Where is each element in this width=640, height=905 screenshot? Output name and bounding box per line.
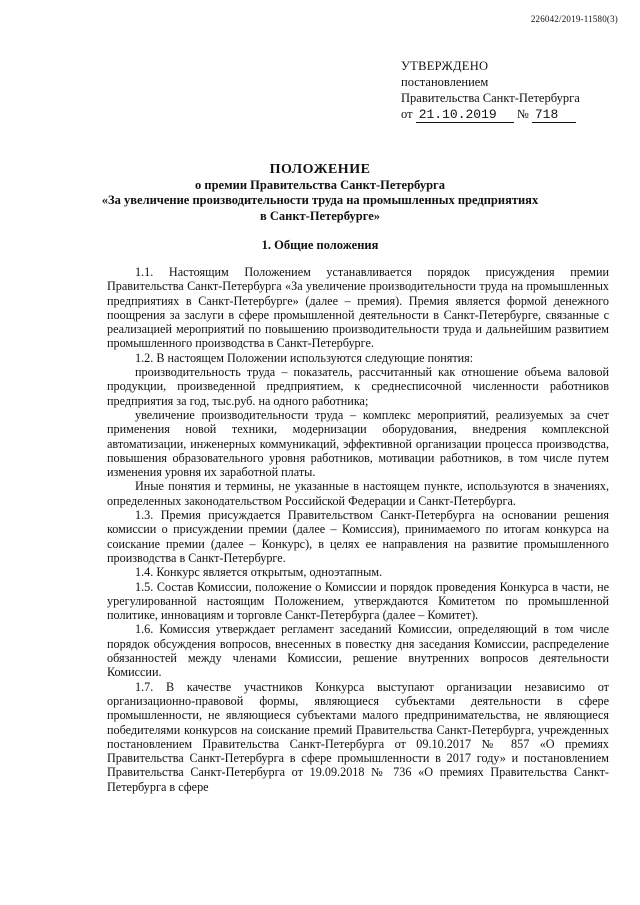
paragraph: производительность труда – показатель, рассчитанный как отношение объема валовой продукции, произведенной предприятием, к среднесписочной численности работников предприятия за год, тыс.руб. на одного работника; [107, 365, 609, 408]
paragraph: увеличение производительности труда – комплекс мероприятий, реализуемых за счет применения новой техники, модернизации оборудования, внедрения комплексной автоматизации, инженерных коммуникаций, эффективной организации процесса производства, повышения образовательного уровня работников, мотивации работников, в том числе путем изменения уровня их заработной платы. [107, 407, 609, 480]
approval-date-line [401, 106, 631, 123]
approval-number: 718 [532, 108, 576, 123]
title-line-2: «За увеличение производительности труда на промышленных предприятиях [101, 193, 539, 207]
title-line-3: в Санкт-Петербурге» [259, 208, 381, 223]
paragraph: 1.2. В настоящем Положении используются следующие понятия: [135, 350, 474, 365]
document-body [107, 265, 609, 794]
approval-block [401, 58, 631, 123]
approval-line-2: Правительства Санкт-Петербурга [401, 91, 580, 105]
approval-date: 21.10.2019 [416, 108, 514, 123]
section-heading: 1. Общие положения [261, 238, 379, 252]
paragraph: 1.4. Конкурс является открытым, одноэтапным. [135, 565, 383, 580]
paragraph: 1.6. Комиссия утверждает регламент заседаний Комиссии, определяющий в том числе порядок обсуждения вопросов, внесенных в повестку дня заседания Комиссии, распределение обязанностей между членами Комиссии, решение внутренних вопросов деятельности Комиссии. [107, 622, 609, 680]
paragraph: 1.5. Состав Комиссии, положение о Комиссии и порядок проведения Конкурса в части, не урегулированной настоящим Положением, утверждаются Комитетом по промышленной политике, инновациям и торговле Санкт-Петербурга (далее – Комитет). [107, 579, 609, 623]
paragraph: 1.1. Настоящим Положением устанавливается порядок присуждения премии Правительства Санкт-Петербурга «За увеличение производительности труда на промышленных предприятиях в Санкт-Петербурге» (далее – премия). Премия является формой денежного поощрения за заслуги в сфере промышленной деятельности в Санкт-Петербурге, связанные с реализацией мероприятий по повышению производительности труда и дальнейшим развитием промышленного производства в Санкт-Петербурге. [107, 265, 609, 351]
paragraph: Иные понятия и термины, не указанные в настоящем пункте, используются в значениях, определенных законодательством Российской Федерации и Санкт-Петербурга. [107, 479, 609, 508]
document-number: 226042/2019-11580(3) [530, 14, 618, 24]
approval-line-1: постановлением [401, 75, 489, 89]
date-prefix: от [401, 107, 413, 121]
approval-heading: УТВЕРЖДЕНО [401, 59, 489, 73]
number-prefix: № [516, 107, 529, 121]
paragraph: 1.3. Премия присуждается Правительством Санкт-Петербурга на основании решения комиссии о присуждении премии (далее – Комиссия), принимаемого по итогам конкурса на соискание премии (далее – Конкурс), в целях ее направления на развитие промышленного производства в Санкт-Петербурге. [107, 508, 609, 565]
paragraph: 1.7. В качестве участников Конкурса выступают организации независимо от организационно-правовой формы, являющиеся субъектами деятельности в сфере промышленности, не являющиеся субъектами малого предпринимательства, не являющиеся победителями конкурсов на соискание премий Правительства Санкт-Петербурга, учрежденных постановлением Правительства Санкт-Петербурга от 09.10.2017 № 857 «О премиях Правительства Санкт-Петербурга в сфере промышленности в 2017 году» и постановлением Правительства Санкт-Петербурга от 19.09.2018 № 736 «О премиях Правительства Санкт-Петербурга в сфере [107, 679, 609, 794]
document-title [60, 162, 580, 224]
title-line-1: о премии Правительства Санкт-Петербурга [195, 177, 445, 192]
title-main: ПОЛОЖЕНИЕ [269, 162, 371, 177]
